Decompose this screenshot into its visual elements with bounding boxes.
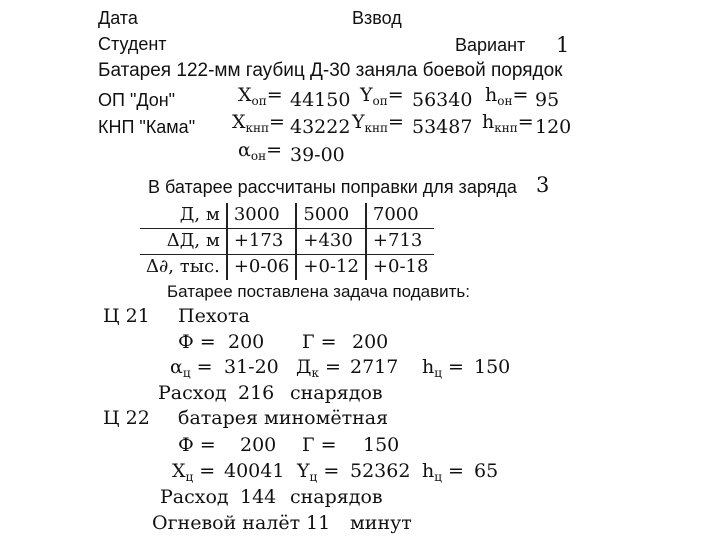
knp-y-coordinate: $Y_{кнп}=$ (352, 111, 404, 135)
knp-h-coordinate: $h_{кнп}=$ (482, 111, 534, 135)
charge-value: 3 (536, 173, 550, 197)
target-2-fire-value: 11 (306, 512, 331, 534)
table-row (140, 203, 434, 229)
target-1-consumption-label: Расход (158, 382, 227, 404)
op-y-coordinate: $Y_{оп}=$ (360, 84, 404, 108)
target-1-consumption-unit: снарядов (290, 382, 383, 404)
target-2-id: Ц 22 (103, 407, 150, 429)
table-cell: +0-06 (227, 255, 297, 281)
target-1-name: Пехота (178, 305, 250, 327)
table-cell: +0-18 (366, 255, 435, 281)
target-2-h-value: 65 (474, 460, 499, 482)
knp-y-value: 53487 (412, 116, 473, 138)
student-label: Студент (98, 34, 167, 54)
target-1-g-value: 200 (352, 331, 389, 353)
date-label: Дата (98, 8, 138, 28)
target-1-consumption-value: 216 (238, 382, 275, 404)
target-2-g-value: 150 (363, 434, 400, 456)
variant-label: Вариант (455, 35, 526, 55)
variant-value: 1 (556, 33, 570, 57)
table-cell: +173 (227, 229, 297, 255)
knp-h-value: 120 (535, 116, 572, 138)
table-cell: 7000 (366, 203, 435, 229)
target-2-fire-label: Огневой налёт (152, 512, 301, 534)
target-2-y-label: $Y_ц$ = (297, 460, 340, 484)
target-1-h-label: $h_ц$ = (422, 356, 464, 380)
alpha-on-value: 39-00 (290, 144, 345, 166)
target-1-id: Ц 21 (103, 305, 150, 327)
target-2-x-label: $X_ц$ = (172, 460, 216, 484)
table-cell: 5000 (296, 203, 366, 229)
table-row (140, 255, 434, 281)
op-x-value: 44150 (290, 89, 351, 111)
target-1-alpha-label: $\alpha_ц$ = (170, 356, 213, 380)
task-intro: Батарее поставлена задача подавить: (167, 282, 471, 301)
target-1-d-label: $Д_к$ = (296, 356, 341, 380)
corrections-intro: В батарее рассчитаны поправки для заряда (148, 177, 517, 197)
target-2-consumption-unit: снарядов (290, 486, 383, 508)
op-y-value: 56340 (412, 89, 473, 111)
row-label-range-correction: ΔД, м (140, 229, 227, 255)
target-2-x-value: 40041 (224, 460, 285, 482)
target-1-alpha-value: 31-20 (224, 356, 279, 378)
op-h-coordinate: $h_{он}=$ (485, 84, 529, 108)
target-1-d-value: 2717 (350, 356, 399, 378)
target-2-y-value: 52362 (350, 460, 411, 482)
target-1-h-value: 150 (474, 356, 511, 378)
target-1-phi-value: 200 (228, 331, 265, 353)
table-cell: +713 (366, 229, 435, 255)
target-2-fire-unit: минут (350, 512, 412, 534)
op-h-value: 95 (535, 89, 560, 111)
target-2-name: батарея миномётная (178, 407, 389, 429)
target-2-consumption-label: Расход (160, 486, 229, 508)
target-2-h-label: $h_ц$ = (422, 460, 464, 484)
knp-x-coordinate: $X_{кнп}=$ (232, 111, 285, 135)
platoon-label: Взвод (352, 8, 402, 28)
target-2-consumption-value: 144 (240, 486, 277, 508)
knp-name: КНП "Кама" (98, 117, 196, 137)
target-2-phi-label: Ф = (178, 434, 216, 456)
table-cell: +430 (296, 229, 366, 255)
table-cell: +0-12 (296, 255, 366, 281)
knp-x-value: 43222 (290, 116, 351, 138)
table-row (140, 229, 434, 255)
target-1-g-label: Г = (302, 331, 337, 353)
target-2-phi-value: 200 (240, 434, 277, 456)
target-1-phi-label: Ф = (178, 331, 216, 353)
target-2-g-label: Г = (302, 434, 337, 456)
row-label-range: Д, м (179, 204, 220, 225)
op-name: ОП "Дон" (98, 90, 176, 110)
op-x-coordinate: $X_{оп}=$ (238, 84, 283, 108)
table-cell: 3000 (227, 203, 297, 229)
alpha-on-label: $\alpha_{он}=$ (238, 139, 282, 163)
corrections-table (140, 203, 434, 280)
battery-line: Батарея 122-мм гаубиц Д-30 заняла боевой порядок (98, 60, 563, 81)
row-label-direction-correction: Δ∂, тыс. (140, 255, 227, 281)
